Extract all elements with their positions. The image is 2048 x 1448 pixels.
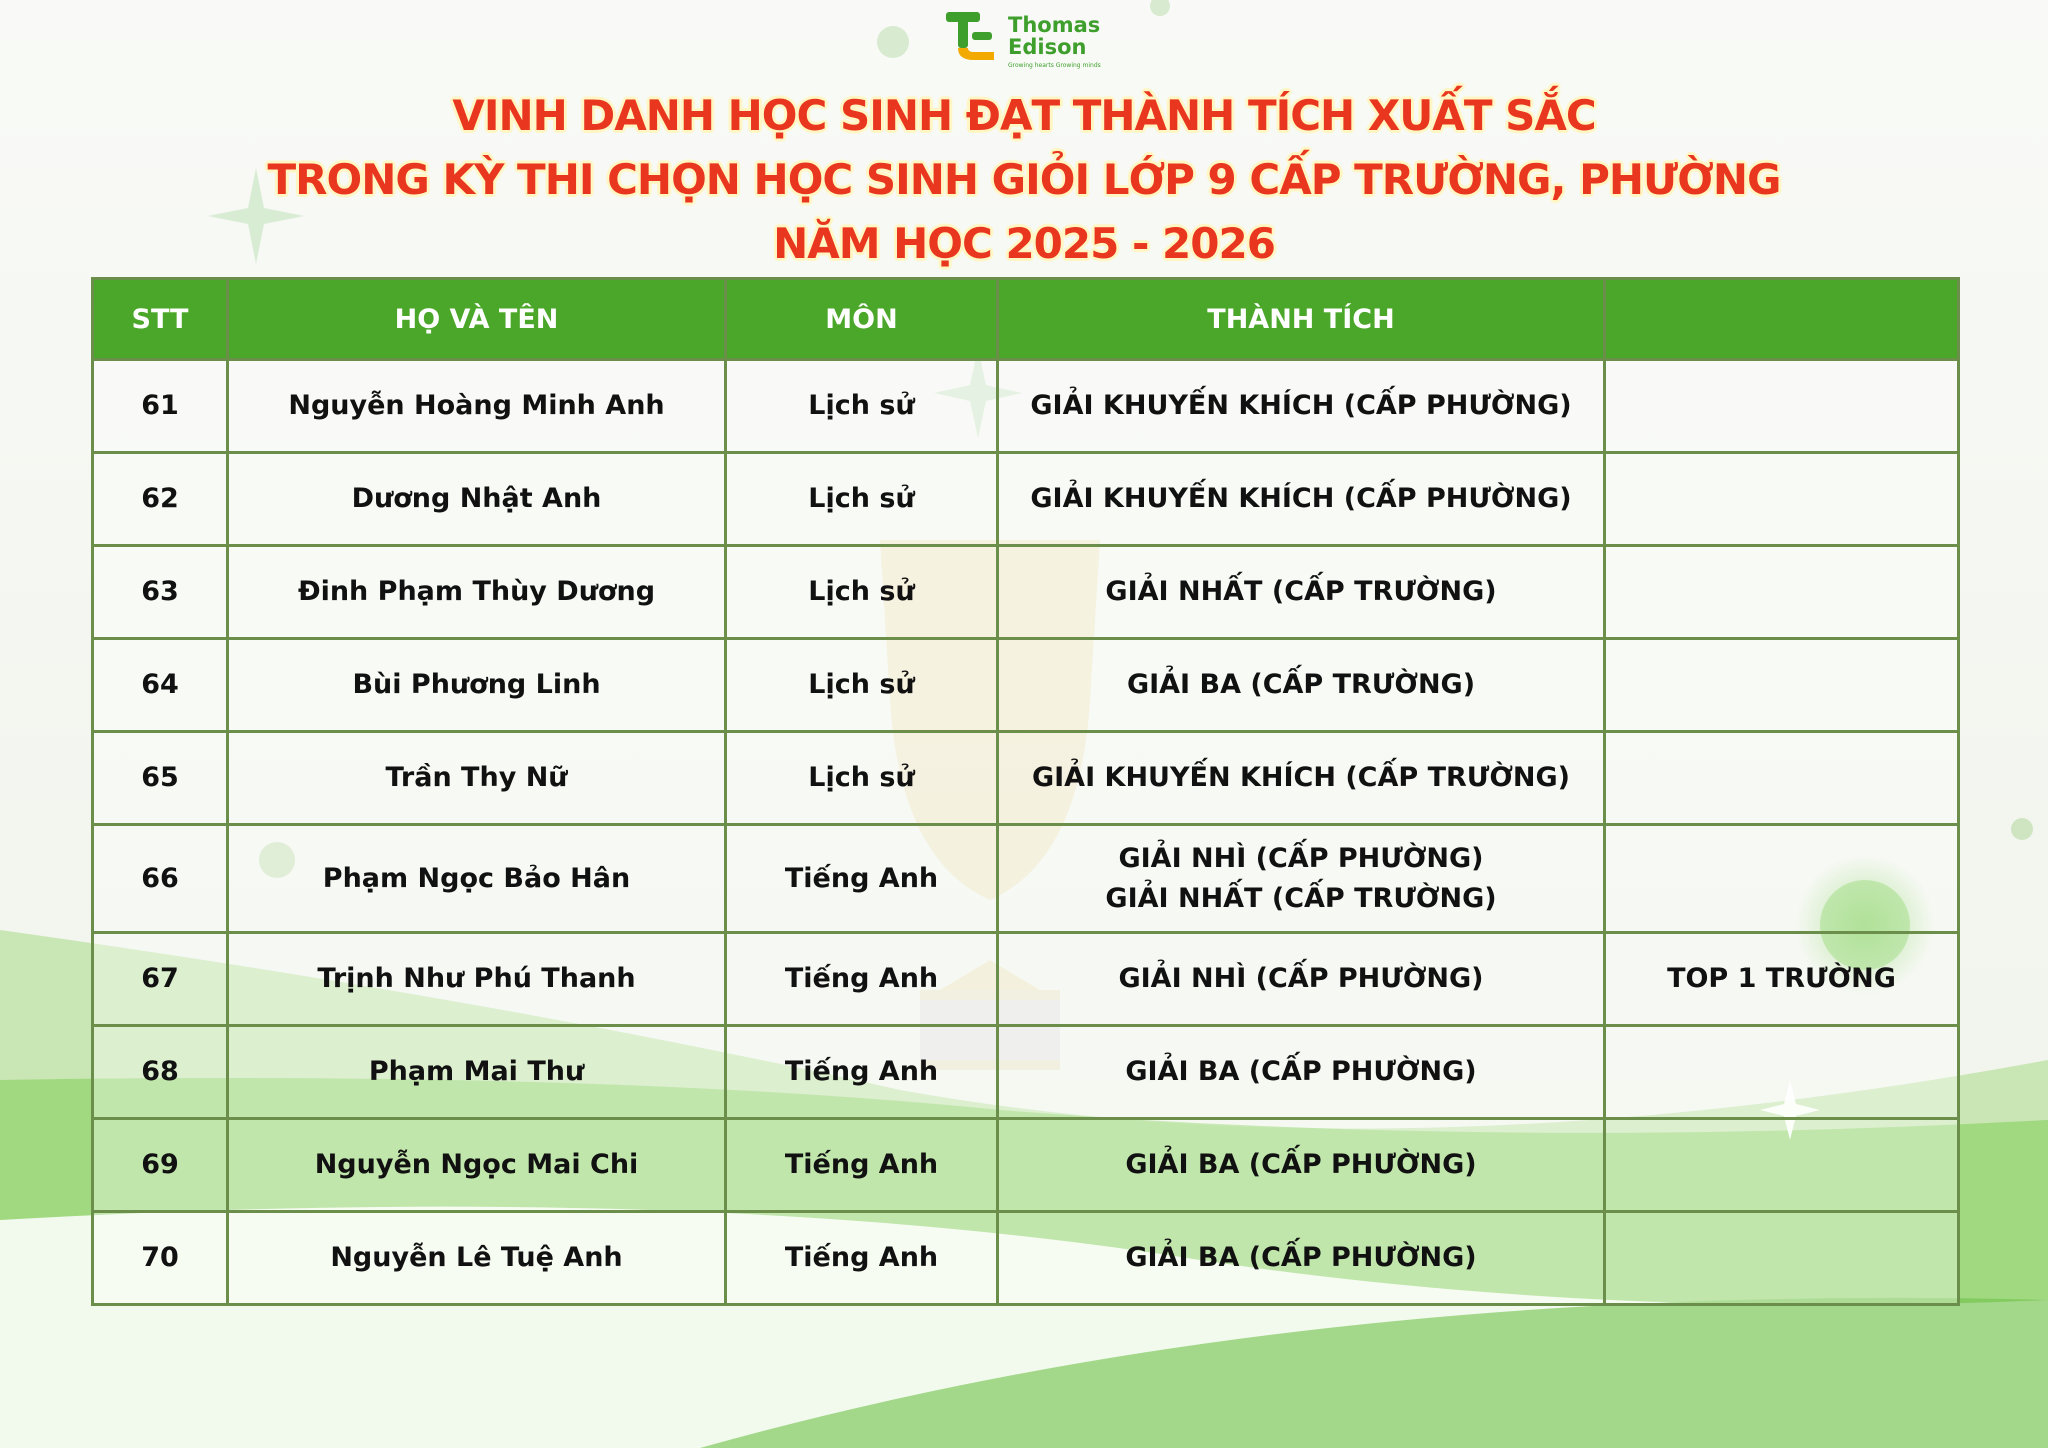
header-note [1605,279,1959,360]
cell-stt: 63 [93,546,228,639]
cell-achievement [998,933,1605,1026]
logo-name-line2: Edison [1008,35,1087,59]
cell-name: Dương Nhật Anh [228,453,726,546]
cell-stt: 68 [93,1026,228,1119]
cell-stt: 61 [93,360,228,453]
cell-subject: Lịch sử [726,732,998,825]
achievement-line: GIẢI BA (CẤP PHƯỜNG) [1125,1149,1477,1180]
achievement-line: GIẢI KHUYẾN KHÍCH (CẤP TRƯỜNG) [1031,762,1571,793]
title-line-2: TRONG KỲ THI CHỌN HỌC SINH GIỎI LỚP 9 CẤP TRƯỜNG, PHƯỜNG [267,155,1781,204]
cell-achievement [998,1026,1605,1119]
table-row [93,453,1959,546]
cell-subject: Tiếng Anh [726,1212,998,1305]
table-row [93,933,1959,1026]
cell-note: TOP 1 TRƯỜNG [1605,933,1959,1026]
table-row [93,639,1959,732]
cell-name: Trịnh Như Phú Thanh [228,933,726,1026]
cell-subject: Tiếng Anh [726,933,998,1026]
cell-name: Đinh Phạm Thùy Dương [228,546,726,639]
achievement-line: GIẢI NHÌ (CẤP PHƯỜNG) [1118,963,1484,994]
cell-stt: 62 [93,453,228,546]
achievement-line: GIẢI BA (CẤP TRƯỜNG) [1126,669,1476,700]
cell-subject: Tiếng Anh [726,1119,998,1212]
table-row [93,732,1959,825]
cell-note [1605,1026,1959,1119]
cell-achievement [998,732,1605,825]
cell-note [1605,732,1959,825]
cell-subject: Tiếng Anh [726,1026,998,1119]
cell-name: Phạm Ngọc Bảo Hân [228,825,726,933]
cell-achievement [998,1119,1605,1212]
logo-tagline: Growing hearts Growing minds [1008,62,1101,69]
achievement-line: GIẢI BA (CẤP PHƯỜNG) [1125,1056,1477,1087]
cell-achievement [998,1212,1605,1305]
cell-stt: 70 [93,1212,228,1305]
cell-note [1605,546,1959,639]
cell-achievement [998,453,1605,546]
cell-name: Trần Thy Nữ [228,732,726,825]
cell-note [1605,825,1959,933]
header-name: HỌ VÀ TÊN [228,279,726,360]
cell-subject: Lịch sử [726,546,998,639]
header-stt: STT [93,279,228,360]
title-line-3: NĂM HỌC 2025 - 2026 [773,219,1275,268]
header-subject: MÔN [726,279,998,360]
achievement-line: GIẢI NHẤT (CẤP TRƯỜNG) [1105,576,1497,607]
cell-achievement [998,639,1605,732]
cell-note [1605,639,1959,732]
cell-stt: 66 [93,825,228,933]
table-row [93,546,1959,639]
cell-subject: Tiếng Anh [726,825,998,933]
honor-table [91,277,1960,1306]
cell-name: Nguyễn Lê Tuệ Anh [228,1212,726,1305]
achievement-line: GIẢI NHÌ (CẤP PHƯỜNG) [1118,842,1484,874]
cell-name: Bùi Phương Linh [228,639,726,732]
cell-achievement [998,360,1605,453]
cell-subject: Lịch sử [726,639,998,732]
header-achievement: THÀNH TÍCH [998,279,1605,360]
table-row [93,1212,1959,1305]
cell-name: Nguyễn Ngọc Mai Chi [228,1119,726,1212]
achievement-line: GIẢI BA (CẤP PHƯỜNG) [1125,1242,1477,1273]
cell-stt: 69 [93,1119,228,1212]
achievement-line: GIẢI KHUYẾN KHÍCH (CẤP PHƯỜNG) [1030,390,1572,421]
achievement-line: GIẢI KHUYẾN KHÍCH (CẤP PHƯỜNG) [1030,483,1572,514]
cell-achievement [998,825,1605,933]
school-logo [944,10,1124,72]
cell-name: Phạm Mai Thư [228,1026,726,1119]
cell-achievement [998,546,1605,639]
table-row [93,360,1959,453]
cell-note [1605,1119,1959,1212]
cell-stt: 65 [93,732,228,825]
logo-mark-icon [944,10,1002,68]
page-title [0,84,2048,276]
cell-subject: Lịch sử [726,360,998,453]
cell-stt: 67 [93,933,228,1026]
cell-subject: Lịch sử [726,453,998,546]
table-header-row [93,279,1959,360]
logo-name-line1: Thomas [1008,13,1101,37]
title-line-1: VINH DANH HỌC SINH ĐẠT THÀNH TÍCH XUẤT SẮC [452,91,1596,140]
table-row [93,825,1959,933]
cell-stt: 64 [93,639,228,732]
honor-table-container [91,277,1957,1306]
cell-note [1605,360,1959,453]
cell-note [1605,453,1959,546]
cell-note [1605,1212,1959,1305]
table-row [93,1026,1959,1119]
achievement-line: GIẢI NHẤT (CẤP TRƯỜNG) [1105,882,1497,914]
cell-name: Nguyễn Hoàng Minh Anh [228,360,726,453]
table-row [93,1119,1959,1212]
